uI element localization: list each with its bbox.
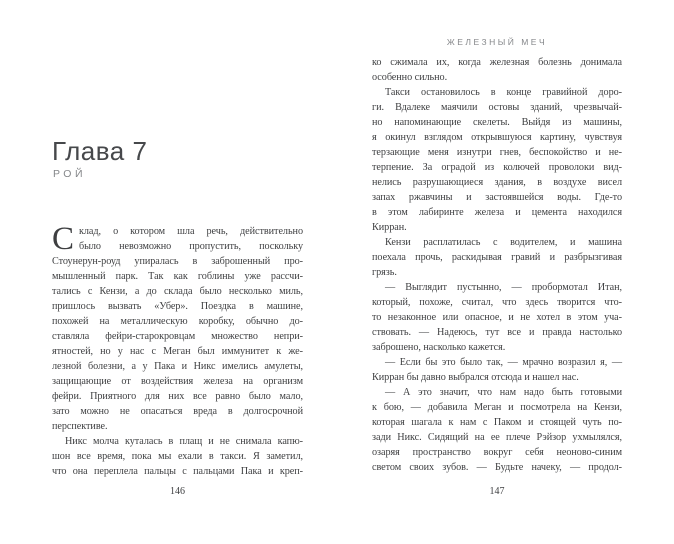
text-line: к бою, — добавила Меган и посмотрела на Кензи, — [372, 402, 622, 413]
text-line: но напоминающие скелеты. Выйдя из машины, — [372, 117, 622, 128]
text-line: похожей на металлическую коробку, обычно до- — [52, 316, 303, 327]
chapter-subtitle: РОЙ — [53, 168, 86, 180]
text-line: Кензи расплатилась с водителем, и машина — [385, 237, 622, 248]
text-line: светом своих зубов. — Будьте начеку, — продол- — [372, 462, 622, 473]
text-line: нелись разрушающиеся здания, в воздухе висел — [372, 177, 622, 188]
text-line: ставляла фейри-старокровцам множество непри- — [52, 331, 303, 342]
text-line: шон все время, пока мы ехали в такси. Я заметил, — [52, 451, 303, 462]
chapter-title: Глава 7 — [52, 136, 148, 166]
text-line: что она переплела пальцы с пальцами Пака и креп- — [52, 466, 303, 477]
text-line: терпение. За оградой из колючей проволоки вид- — [372, 162, 622, 173]
text-line: Никс молча куталась в плащ и не снимала капю- — [65, 436, 303, 447]
text-line: то незаконное или опасное, и не хотел в этом уча- — [372, 312, 622, 323]
text-line: перспективе. — [52, 421, 108, 432]
text-line: фейри. Приятного для них все равно было мало, — [52, 391, 303, 402]
page-left — [52, 0, 303, 544]
text-line: тались с Кензи, а до склада было несколько миль, — [52, 286, 303, 297]
text-line: клад, о котором шла речь, действительно — [78, 226, 303, 237]
text-line: поехала прочь, раскидывая гравий и разбрызгивая — [372, 252, 622, 263]
text-line: терзающие меня изнутри гнев, беспокойство и не- — [372, 147, 622, 158]
page-number-left: 146 — [170, 486, 185, 497]
text-line: Стоунерун-роуд упиралась в заброшенный про- — [52, 256, 303, 267]
text-line: заброшено, насколько кажется. — [372, 342, 506, 353]
text-line: зато можно не опасаться вреда в долгосрочной — [52, 406, 303, 417]
text-line: лезной болезни, а у Пака и Никс имелись амулеты, — [52, 361, 303, 372]
text-line: ко сжимала их, когда железная болезнь донимала — [372, 57, 622, 68]
page-left-text — [52, 221, 303, 479]
text-line: — А это значит, что нам надо быть готовыми — [385, 387, 622, 398]
text-line: ги. Вдалеке маячили остовы зданий, чрезвычай- — [372, 102, 622, 113]
page-right-text — [372, 55, 622, 475]
text-line: Такси остановилось в конце гравийной доро- — [385, 87, 622, 98]
text-line: озаряя пространство вокруг себя неоново-синим — [372, 447, 622, 458]
text-line: грязь. — [372, 267, 397, 278]
text-line: было невозможно пропустить, поскольку — [78, 241, 303, 252]
text-line: Кирран. — [372, 222, 407, 233]
text-line: я окинул взглядом открывшуюся картину, чувствуя — [372, 132, 622, 143]
text-line: зади Никс. Сидящий на ее плече Рэйзор ухмылялся, — [372, 432, 622, 443]
text-line: в этом лабиринте железа и цемента находился — [372, 207, 622, 218]
text-line: ствовать. — Надеюсь, тут все и правда настолько — [372, 327, 622, 338]
text-line: — Выглядит пустынно, — пробормотал Итан, — [385, 282, 622, 293]
text-line: запах ржавчины и застоявшейся воды. Где-то — [372, 192, 622, 203]
text-line: защищающие от воздействия железа на организм — [52, 376, 303, 387]
text-line: Кирран бы давно выбрался отсюда и нашел нас. — [372, 372, 579, 383]
page-right — [372, 0, 622, 544]
text-line: который, похоже, считал, что здесь творится что- — [372, 297, 622, 308]
text-line: пришлось вызвать «Убер». Поездка в машине, — [52, 301, 303, 312]
drop-cap: С — [52, 221, 74, 257]
page-number-right: 147 — [489, 486, 505, 497]
running-header: ЖЕЛЕЗНЫЙ МЕЧ — [446, 37, 548, 47]
text-line: которая шагала к нам с Паком и стоящей чуть по- — [372, 417, 622, 428]
text-line: — Если бы это было так, — мрачно возразил я, — — [385, 357, 622, 368]
text-line: особенно сильно. — [372, 72, 448, 83]
text-line: ятностей, но у нас с Меган был иммунитет к же- — [52, 346, 303, 357]
text-line: мышленный парк. Так как гоблины уже рассчи- — [52, 271, 303, 282]
